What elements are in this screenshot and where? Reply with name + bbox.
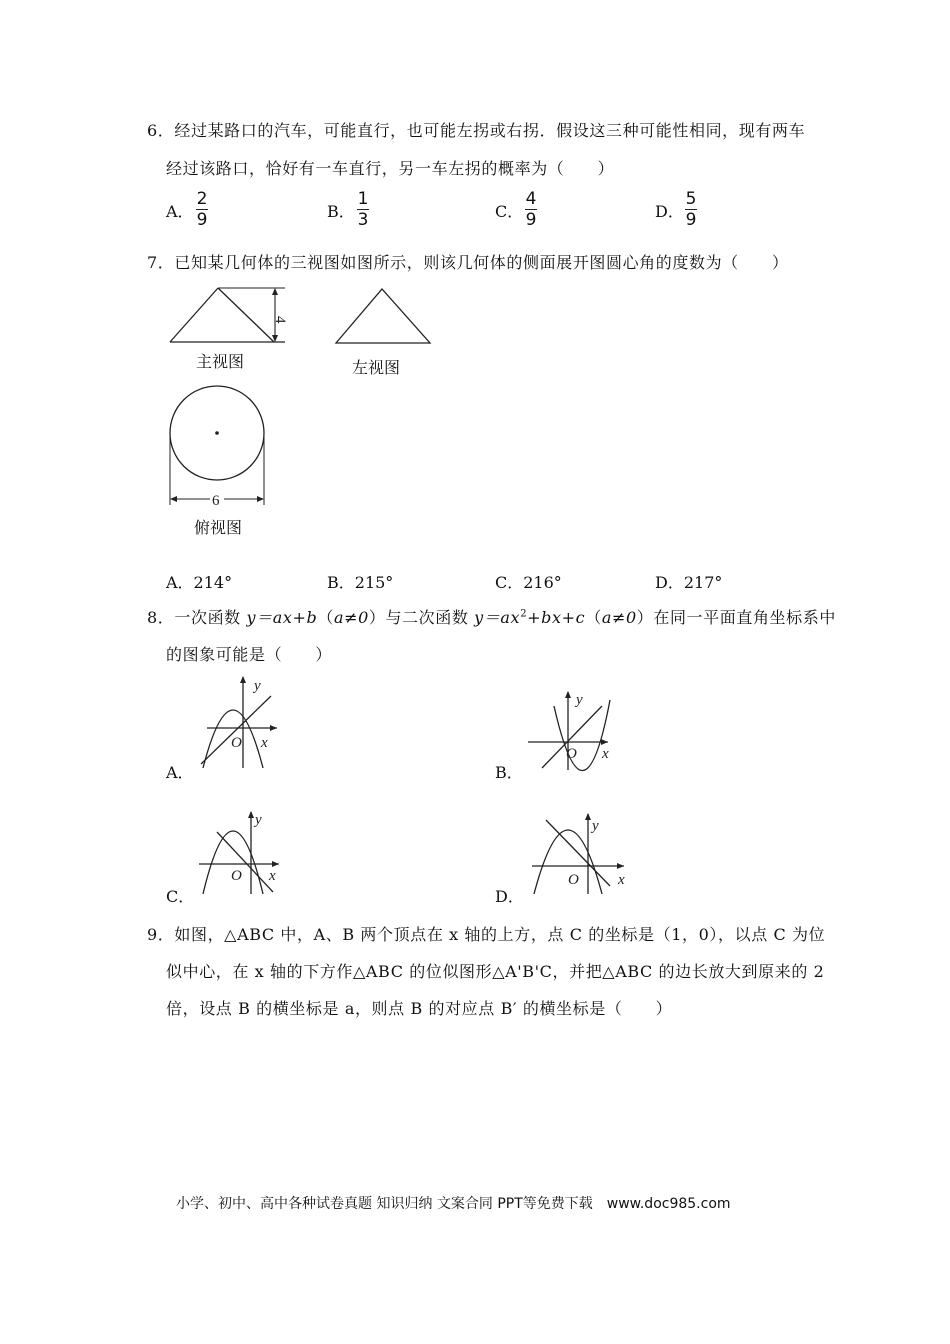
top-view-diagram — [160, 383, 278, 511]
q6-option-a-label: A． — [166, 202, 194, 221]
dimension-arrow-right — [257, 496, 264, 502]
y-axis-arrow — [248, 811, 254, 818]
q6-option-a-fraction — [196, 190, 208, 229]
q8-graph-d — [524, 810, 634, 898]
front-view-caption: 主视图 — [196, 352, 245, 371]
left-view-caption: 左视图 — [352, 358, 401, 377]
x-axis-label: x — [261, 735, 268, 751]
page-footer: 小学、初中、高中各种试卷真题 知识归纳 文案合同 PPT等免费下载 www.doc985.com — [176, 1196, 731, 1212]
q6-option-d-label: D． — [655, 202, 684, 221]
q8-condition-2: a≠0 — [601, 608, 637, 627]
dimension-arrow-left — [170, 496, 177, 502]
q7-option-a: A．214° — [166, 573, 233, 592]
q6-option-b-label: B． — [327, 202, 355, 221]
fraction-numerator: 1 — [357, 189, 369, 209]
q6-option-c-label: C． — [495, 202, 524, 221]
q8-superscript: 2 — [520, 608, 528, 620]
x-axis-arrow — [601, 739, 608, 745]
q9-line-2: 似中心，在 x 轴的下方作△ABC 的位似图形△A'B'C，并把△ABC 的边长放大到原来的 2 — [166, 962, 825, 981]
q6-line-1: 6．经过某路口的汽车，可能直行，也可能左拐或右拐．假设这三种可能性相同，现有两车 — [147, 121, 806, 140]
q7-option-b: B．215° — [327, 573, 394, 592]
height-label: 4 — [272, 316, 288, 324]
y-axis-arrow — [240, 676, 246, 683]
x-axis-label: x — [618, 872, 625, 888]
straight-line — [201, 696, 271, 764]
q8-line-2: 的图象可能是（ ） — [166, 645, 333, 664]
y-axis-label: y — [255, 812, 262, 828]
q6-option-c-fraction — [525, 190, 537, 229]
q8-text-pre: 8．一次函数 — [147, 608, 247, 627]
fraction-numerator: 4 — [525, 189, 537, 209]
left-view-triangle — [336, 289, 430, 343]
front-left-edge — [170, 288, 218, 342]
fraction-denominator: 9 — [196, 210, 208, 230]
origin-label: O — [231, 735, 242, 751]
q6-option-d-fraction — [685, 190, 697, 229]
q8-option-b-label: B． — [495, 763, 523, 782]
q7-line-1: 7．已知某几何体的三视图如图所示，则该几何体的侧面展开图圆心角的度数为（ ） — [147, 253, 789, 272]
q8-option-d-label: D． — [495, 887, 524, 906]
fraction-numerator: 5 — [685, 189, 697, 209]
fraction-denominator: 3 — [357, 210, 369, 230]
q8-text-mid2: ）与二次函数 — [368, 608, 475, 627]
y-axis-label: y — [576, 692, 583, 708]
top-view-caption: 俯视图 — [194, 518, 243, 537]
x-axis-arrow — [272, 861, 279, 867]
q8-option-a-label: A． — [166, 763, 194, 782]
fraction-denominator: 9 — [685, 210, 697, 230]
parabola-curve — [203, 831, 263, 894]
q8-quadratic-part-1: y＝ax — [474, 608, 521, 627]
left-view-diagram — [330, 283, 440, 349]
q8-graph-a — [195, 672, 285, 772]
x-axis-arrow — [617, 863, 624, 869]
q8-text-post: ）在同一平面直角坐标系中 — [636, 608, 836, 627]
q7-option-c: C．216° — [495, 573, 562, 592]
q9-line-1: 9．如图，△ABC 中，A、B 两个顶点在 x 轴的上方，点 C 的坐标是（1，0），以点 C 为位 — [147, 925, 826, 944]
x-axis-arrow — [270, 725, 277, 731]
origin-label: O — [568, 872, 579, 888]
dimension-arrow-up — [272, 288, 278, 295]
q8-quadratic-part-2: +bx+c — [527, 608, 586, 627]
y-axis-label: y — [254, 678, 261, 694]
y-axis-arrow — [585, 813, 591, 820]
q8-option-c-label: C． — [166, 887, 195, 906]
y-axis-label: y — [592, 818, 599, 834]
q8-text-mid3: （ — [585, 608, 602, 627]
fraction-denominator: 9 — [525, 210, 537, 230]
q8-graph-c — [195, 808, 287, 898]
q8-linear-function: y＝ax+b — [246, 608, 318, 627]
front-view-diagram — [160, 280, 300, 348]
q9-line-3: 倍，设点 B 的横坐标是 a，则点 B 的对应点 B′ 的横坐标是（ ） — [166, 999, 673, 1018]
q6-line-2: 经过该路口，恰好有一车直行，另一车左拐的概率为（ ） — [166, 159, 615, 178]
q8-condition-1: a≠0 — [333, 608, 369, 627]
front-right-edge — [218, 288, 274, 342]
q6-option-b-fraction — [357, 190, 369, 229]
q7-option-d: D．217° — [655, 573, 723, 592]
x-axis-label: x — [602, 746, 609, 762]
center-dot — [215, 431, 219, 435]
origin-label: O — [231, 868, 242, 884]
y-axis-arrow — [565, 691, 571, 698]
fraction-numerator: 2 — [196, 189, 208, 209]
diameter-label: 6 — [212, 493, 220, 509]
q8-text-mid1: （ — [317, 608, 334, 627]
x-axis-label: x — [269, 868, 276, 884]
q8-line-1 — [147, 605, 836, 628]
origin-label: O — [566, 746, 577, 762]
q8-graph-b — [524, 688, 620, 774]
